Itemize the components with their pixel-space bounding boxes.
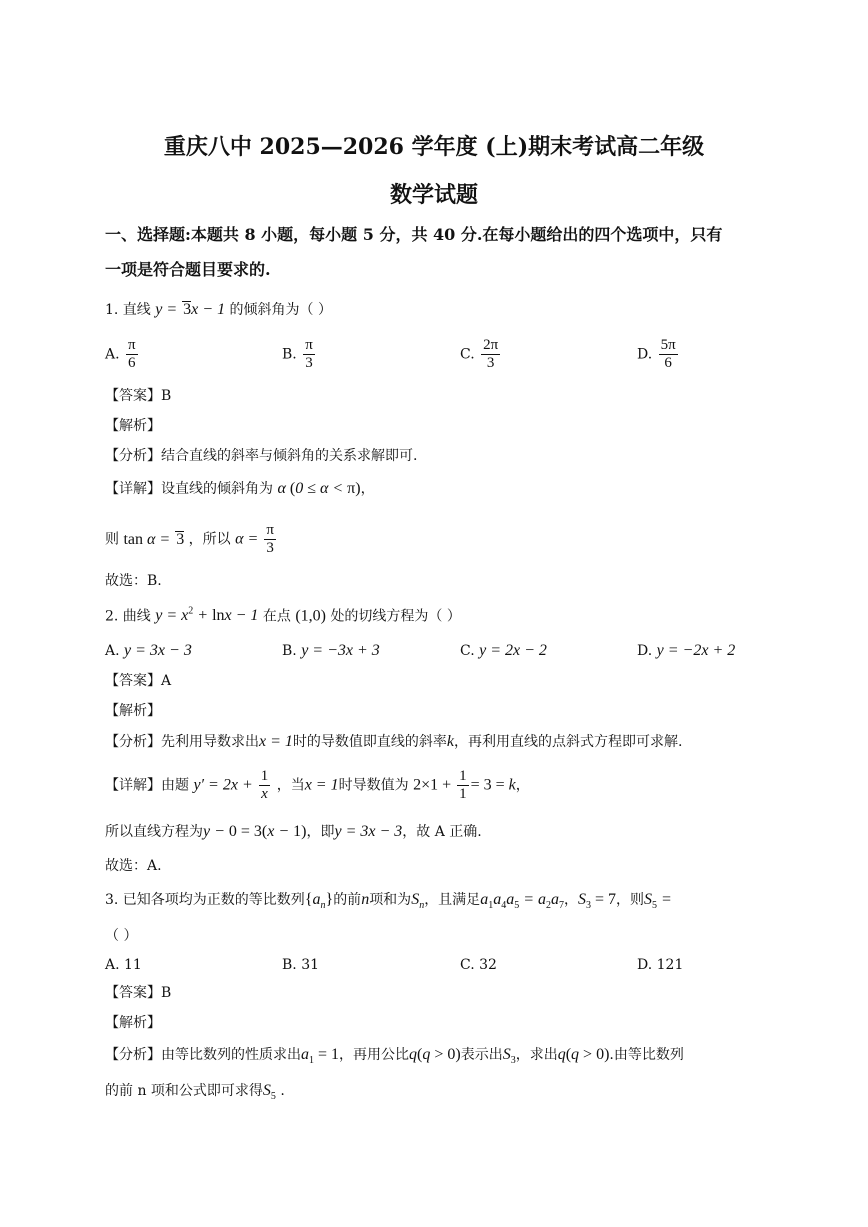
q2-answer: 【答案】A [105, 673, 172, 689]
question-2-number: 2. 曲线 [105, 608, 151, 625]
q2-detail: 【详解】由题 y′ = 2x + $\frac{1}{x}$ ，当x = 1时导数值为 2×1 + $\frac{1}{1}$ = 3 = k， [105, 768, 530, 802]
q3-condition: $a_1a_4a_5 = a_2a_7$ [480, 891, 564, 912]
q1-answer: 【答案】B [105, 388, 172, 404]
q1-analysis-label: 【解析】 [105, 418, 161, 434]
q1-option-b: B. $\frac{\pi}{3}$ [282, 337, 313, 371]
q1-option-c: C. $\frac{2\pi}{3}$ [460, 337, 499, 371]
q3-option-c: C. 32 [460, 957, 497, 973]
q1-detail: 【详解】设直线的倾斜角为 α (0 ≤ α < π)， [105, 480, 375, 497]
q2-option-c: C. y = 2x − 2 [460, 642, 547, 659]
q1-option-d: D. $\frac{5\pi}{6}$ [637, 337, 676, 371]
q2-choose: 故选：A. [105, 858, 162, 874]
q1-alpha-range: α (0 ≤ α < π) [277, 480, 361, 497]
q3-answer: 【答案】B [105, 985, 172, 1001]
q1-option-c-value: $\frac{2\pi}{3}$ [483, 337, 499, 371]
section-heading-cont: 一项是符合题目要求的. [105, 260, 271, 279]
q3-analysis-label: 【解析】 [105, 1015, 161, 1031]
question-1-stem [105, 301, 332, 318]
question-1-stem-end: 的倾斜角为（ ） [229, 302, 332, 318]
q3-fenxi-cont: 的前 n 项和公式即可求得$S_5$ . [105, 1082, 285, 1103]
document-title: 重庆八中 2025—2026 学年度 (上)期末考试高二年级 [163, 134, 705, 160]
q1-option-d-value: $\frac{5\pi}{6}$ [660, 337, 676, 371]
question-3-number: 3. 已知各项均为正数的等比数列 [105, 892, 305, 908]
q2-option-b: B. y = −3x + 3 [282, 642, 380, 659]
q3-option-d: D. 121 [637, 957, 684, 973]
q1-option-a: A. $\frac{\pi}{6}$ [105, 337, 136, 371]
q1-tan-equation: tan α = 3 [123, 530, 185, 548]
q1-then: 则 tan α = 3 ，所以 α = $\frac{\pi}{3}$ [105, 522, 274, 556]
question-3-stem: 3. 已知各项均为正数的等比数列$\{a_n\}$的前n项和为$S_n$，且满足$a_1a_4a_5 = a_2a_7$，$S_3 = 7$，则$S_5$ = [105, 891, 672, 912]
q2-point: (1,0) [295, 607, 326, 625]
q3-option-b: B. 31 [282, 957, 320, 973]
q3-fenxi: 【分析】由等比数列的性质求出$a_1 = 1$，再用公比q(q > 0)表示出$S_3$，求出q(q > 0).由等比数列 [105, 1046, 684, 1067]
document-subtitle: 数学试题 [389, 182, 478, 208]
q2-option-d: D. y = −2x + 2 [637, 642, 736, 659]
question-1-number: 1. 直线 [105, 302, 151, 318]
q2-analysis-label: 【解析】 [105, 703, 161, 719]
q1-fenxi: 【分析】结合直线的斜率与倾斜角的关系求解即可. [105, 448, 418, 464]
q3-option-a: A. 11 [105, 957, 142, 973]
q1-choose: 故选：B. [105, 573, 162, 589]
q2-derivative: y′ = 2x + [193, 776, 257, 794]
q1-line-equation: y = 3x − 1 [155, 301, 226, 318]
q1-option-a-value: $\frac{\pi}{6}$ [128, 337, 136, 371]
q2-fenxi: 【分析】先利用导数求出x = 1时的导数值即直线的斜率k，再利用直线的点斜式方程即可求解. [105, 733, 683, 750]
q3-paren: （ ） [105, 928, 138, 944]
section-heading: 一、选择题:本题共 8 小题，每小题 5 分，共 40 分.在每小题给出的四个选项中，只有 [105, 225, 723, 244]
q1-option-b-value: $\frac{\pi}{3}$ [305, 337, 313, 371]
q2-conclusion: 所以直线方程为y − 0 = 3(x − 1)，即y = 3x − 3，故 A 正确. [105, 823, 482, 840]
q2-derivative-value: 2×1 + [413, 776, 456, 794]
question-2-stem: 2. 曲线 $y = x^2 + \ln x - 1$ 在点 (1,0) 处的切线方程为（ ） [105, 606, 461, 625]
q2-curve-equation: $y = x^2 + \ln x - 1$ [155, 606, 259, 625]
q1-alpha-result: α = [235, 530, 263, 548]
q2-option-a: A. y = 3x − 3 [105, 642, 192, 659]
q2-line-form: y − 0 = 3(x − 1) [203, 823, 307, 840]
